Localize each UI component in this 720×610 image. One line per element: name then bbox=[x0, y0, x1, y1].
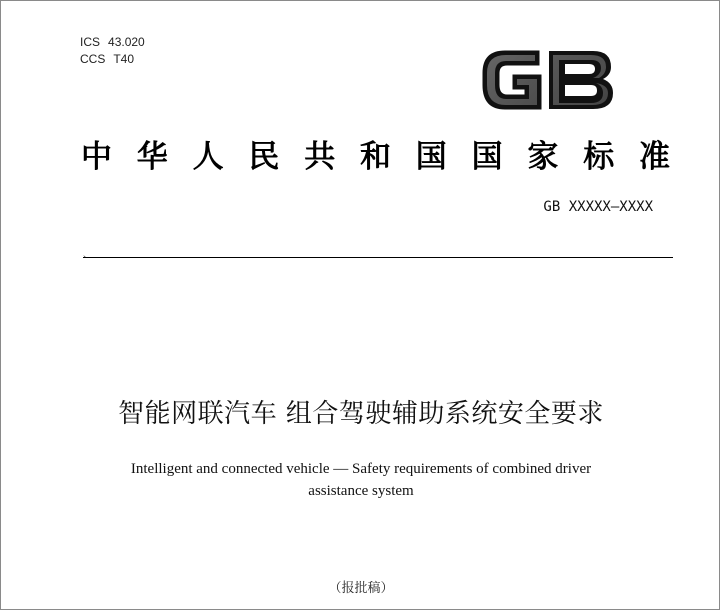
gb-logo bbox=[475, 37, 621, 119]
document-title-english bbox=[1, 458, 720, 502]
document-title-chinese: 智能网联汽车 组合驾驶辅助系统安全要求 bbox=[118, 399, 604, 429]
ics-value: 43.020 bbox=[108, 35, 145, 49]
standard-number: GB XXXXX—XXXX bbox=[543, 199, 653, 215]
ccs-row bbox=[80, 51, 153, 68]
ccs-label: CCS bbox=[80, 52, 106, 66]
classification-codes bbox=[80, 34, 153, 68]
ics-label: ICS bbox=[80, 35, 101, 49]
tiny-mark: 、 bbox=[83, 250, 93, 260]
title-en-line-2: assistance system bbox=[308, 483, 414, 499]
draft-status-label: （报批稿） bbox=[328, 581, 394, 596]
header-rule bbox=[83, 257, 673, 258]
ics-row bbox=[80, 34, 153, 51]
title-en-line-1: Intelligent and connected vehicle — Safety requirements of combined driver bbox=[130, 461, 592, 477]
ccs-value: T40 bbox=[113, 52, 135, 66]
standard-title: 中华人民共和国国家标准 bbox=[81, 139, 671, 175]
